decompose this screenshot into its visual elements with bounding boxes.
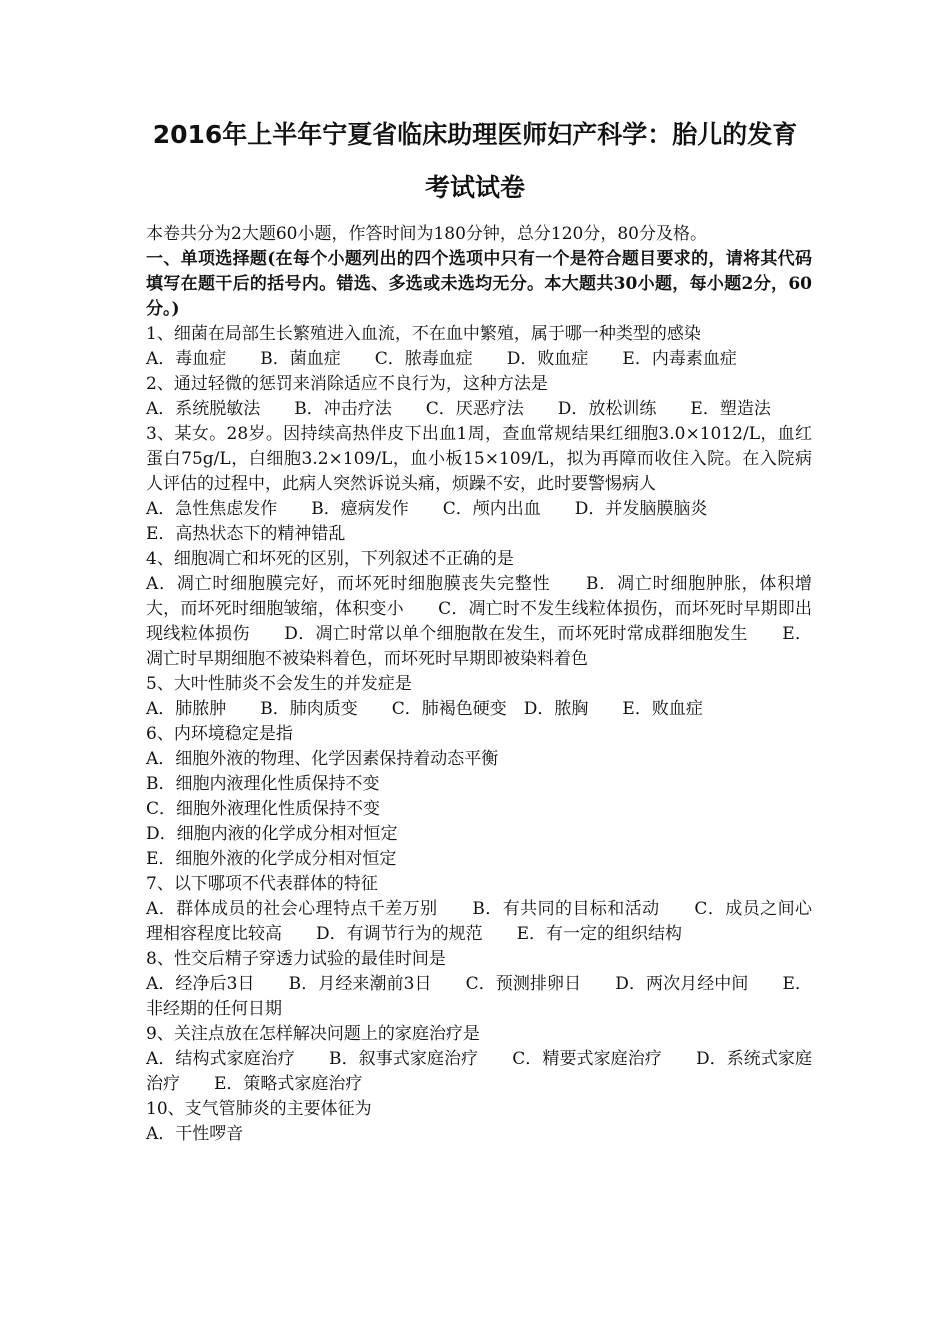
question-7-options: A．群体成员的社会心理特点千差万别 B．有共同的目标和活动 C．成员之间心理相容程度比较高 D．有调节行为的规范 E．有一定的组织结构 — [146, 899, 812, 944]
question-10-options: A．干性啰音 — [146, 1124, 244, 1144]
question-4: 4、细胞凋亡和坏死的区别，下列叙述不正确的是 — [146, 549, 514, 569]
document-body — [146, 222, 812, 1147]
question-5-options: A．肺脓肿 B．肺肉质变 C．肺褐色硬变 D．脓胸 E．败血症 — [146, 699, 703, 719]
question-5: 5、大叶性肺炎不会发生的并发症是 — [146, 674, 412, 694]
question-1: 1、细菌在局部生长繁殖进入血流，不在血中繁殖，属于哪一种类型的感染 — [146, 324, 701, 344]
question-4-options: A．凋亡时细胞膜完好，而坏死时细胞膜丧失完整性 B．凋亡时细胞肿胀，体积增大，而坏死时细胞皱缩，体积变小 C．凋亡时不发生线粒体损伤，而坏死时早期即出现线粒体损伤 D．凋亡时常以单个细胞散在发生，而坏死时常成群细胞发生 E．凋亡时早期细胞不被染料着色，而坏死时早期即被染料着色 — [146, 574, 812, 669]
question-8-options: A．经净后3日 B．月经来潮前3日 C．预测排卵日 D．两次月经中间 E．非经期的任何日期 — [146, 974, 812, 1019]
document-title-line-2: 考试试卷 — [424, 173, 525, 202]
question-6-option-c: C．细胞外液理化性质保持不变 — [146, 799, 381, 819]
question-7: 7、以下哪项不代表群体的特征 — [146, 874, 378, 894]
question-6-option-b: B．细胞内液理化性质保持不变 — [146, 774, 380, 794]
question-6-option-a: A．细胞外液的物理、化学因素保持着动态平衡 — [146, 749, 499, 769]
question-6: 6、内环境稳定是指 — [146, 724, 293, 744]
question-2-options: A．系统脱敏法 B．冲击疗法 C．厌恶疗法 D．放松训练 E．塑造法 — [146, 399, 771, 419]
exam-intro: 本卷共分为2大题60小题，作答时间为180分钟，总分120分，80分及格。 — [146, 224, 707, 244]
question-3: 3、某女。28岁。因持续高热伴皮下出血1周，查血常规结果红细胞3.0×1012/L，血红蛋白75g/L，白细胞3.2×109/L，血小板15×109/L，拟为再障而收住入院。在入院病人评估的过程中，此病人突然诉说头痛，烦躁不安，此时要警惕病人 — [146, 424, 812, 494]
question-9: 9、关注点放在怎样解决问题上的家庭治疗是 — [146, 1024, 480, 1044]
question-9-options: A．结构式家庭治疗 B．叙事式家庭治疗 C．精要式家庭治疗 D．系统式家庭治疗 E．策略式家庭治疗 — [146, 1049, 812, 1094]
question-8: 8、性交后精子穿透力试验的最佳时间是 — [146, 949, 446, 969]
section-heading: 一、单项选择题(在每个小题列出的四个选项中只有一个是符合题目要求的，请将其代码填写在题干后的括号内。错选、多选或未选均无分。本大题共30小题，每小题2分，60分。) — [146, 249, 812, 319]
question-3-options: A．急性焦虑发作 B．癔病发作 C．颅内出血 D．并发脑膜脑炎 — [146, 499, 708, 519]
document-title-line-1: 2016年上半年宁夏省临床助理医师妇产科学：胎儿的发育 — [152, 120, 798, 149]
question-6-option-e: E．细胞外液的化学成分相对恒定 — [146, 849, 397, 869]
question-6-option-d: D．细胞内液的化学成分相对恒定 — [146, 824, 398, 844]
question-3-options-continued: E．高热状态下的精神错乱 — [146, 524, 346, 544]
question-1-options: A．毒血症 B．菌血症 C．脓毒血症 D．败血症 E．内毒素血症 — [146, 349, 737, 369]
question-2: 2、通过轻微的惩罚来消除适应不良行为，这种方法是 — [146, 374, 548, 394]
question-10: 10、支气管肺炎的主要体征为 — [146, 1099, 372, 1119]
